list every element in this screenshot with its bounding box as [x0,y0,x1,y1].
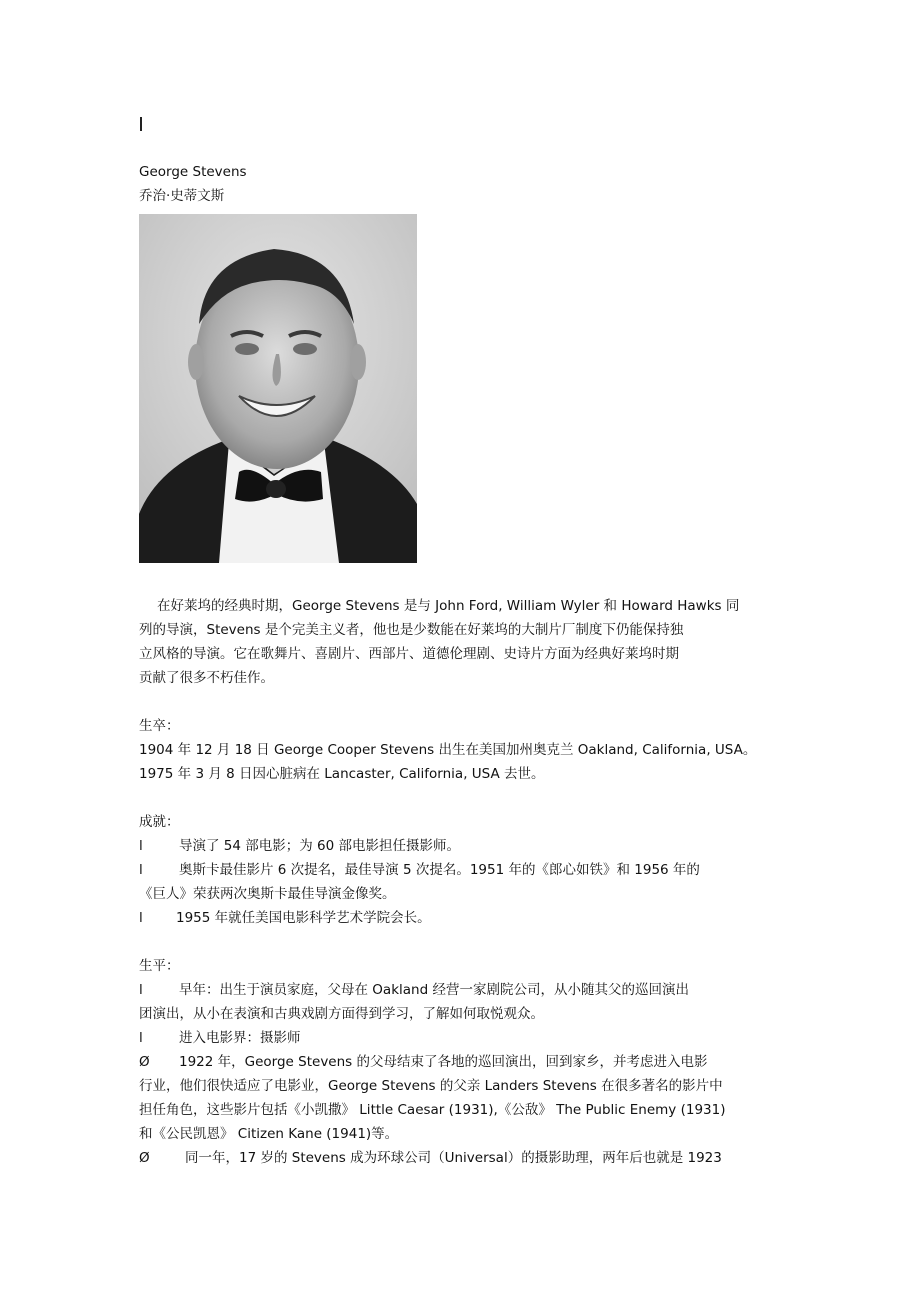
achievement-item [139,836,460,856]
achievement-item [139,860,700,880]
bullet-mark: l [139,862,143,878]
achievement-text: 导演了 54 部电影；为 60 部电影担任摄影师。 [179,838,461,854]
intro-text: 在好莱坞的经典时期，George Stevens 是与 John Ford, William Wyler 和 Howard Hawks 同 [157,598,740,614]
bullet-mark: l [139,982,143,998]
bullet-mark: l [139,1030,143,1046]
bio-continuation [139,1124,398,1144]
bio-text: 行业，他们很快适应了电影业，George Stevens 的父亲 Landers Stevens 在很多著名的影片中 [139,1078,723,1094]
bio-subitem [139,1052,708,1072]
text-cursor-mark [140,117,142,131]
achievement-continuation [139,884,396,904]
bio-continuation [139,1076,723,1096]
arrow-bullet-mark: Ø [139,1054,150,1070]
bio-subitem [139,1148,722,1168]
bio-text: 同一年，17 岁的 Stevens 成为环球公司（Universal）的摄影助理，两年后也就是 1923 [185,1150,722,1166]
bio-item [139,980,689,1000]
intro-line-3: 立风格的导演。它在歌舞片、喜剧片、西部片、道德伦理剧、史诗片方面为经典好莱坞时期 [139,646,679,662]
life-death: 1975 年 3 月 8 日因心脏病在 Lancaster, California, USA 去世。 [139,766,545,782]
bio-text: 担任角色，这些影片包括《小凯撒》 Little Caesar (1931),《公敌》 The Public Enemy (1931) [139,1102,726,1118]
life-birth: 1904 年 12 月 18 日 George Cooper Stevens 出生在美国加州奥克兰 Oakland, California, USA。 [139,742,757,758]
bio-text: 进入电影界：摄影师 [179,1030,301,1046]
achievement-text: 《巨人》荣获两次奥斯卡最佳导演金像奖。 [139,886,396,902]
bio-item [139,1028,301,1048]
portrait-photo [139,214,417,563]
intro-line-2: 列的导演，Stevens 是个完美主义者，他也是少数能在好莱坞的大制片厂制度下仍能保持独 [139,622,684,638]
bio-text: 1922 年，George Stevens 的父母结束了各地的巡回演出，回到家乡，并考虑进入电影 [179,1054,708,1070]
bio-text: 团演出，从小在表演和古典戏剧方面得到学习，了解如何取悦观众。 [139,1006,544,1022]
life-heading: 生卒： [139,718,180,734]
title-chinese: 乔治·史蒂文斯 [139,188,225,204]
achievement-text: 奥斯卡最佳影片 6 次提名，最佳导演 5 次提名。1951 年的《郎心如铁》和 1956 年的 [179,862,700,878]
bio-text: 和《公民凯恩》 Citizen Kane (1941)等。 [139,1126,399,1142]
achievement-item [139,908,431,928]
intro-line-1 [139,596,739,616]
bullet-mark: l [139,910,143,926]
arrow-bullet-mark: Ø [139,1150,150,1166]
bio-continuation [139,1100,725,1120]
title-english: George Stevens [139,164,247,180]
bio-heading: 生平： [139,958,180,974]
achievement-text: 1955 年就任美国电影科学艺术学院会长。 [176,910,431,926]
bio-text: 早年：出生于演员家庭，父母在 Oakland 经营一家剧院公司，从小随其父的巡回演出 [179,982,689,998]
intro-line-4: 贡献了很多不朽佳作。 [139,670,274,686]
bio-continuation [139,1004,544,1024]
bullet-mark: l [139,838,143,854]
achievements-heading: 成就： [139,814,180,830]
